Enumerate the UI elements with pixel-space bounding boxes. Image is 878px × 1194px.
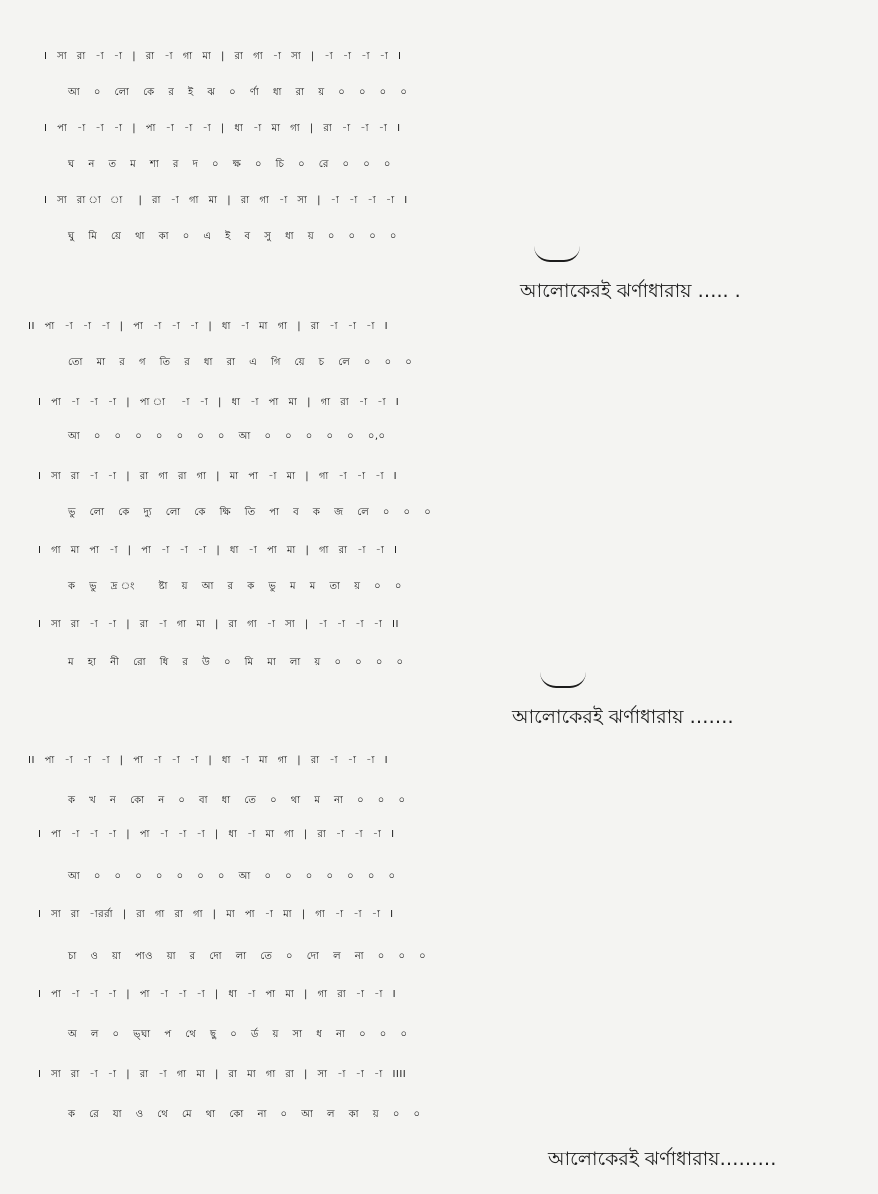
lyric-line: আ ০ লো কে র ই ঝ ০ র্ণা ধা রা য় ০ ০ ০ ০ <box>68 86 408 98</box>
lyric-line: ক রে যা ও থে মে থা কো না ০ আ ল কা য় ০ ০ <box>68 1108 421 1120</box>
notation-line: II পা -া -া -া | পা -া -া -া | ধা -া মা গা | রা -া -া -া I <box>28 754 389 766</box>
notation-line: I গা মা পা -া | পা -া -া -া | ধা -া পা মা | গা রা -া -া I <box>38 544 398 556</box>
lyric-line: ভু লো কে দ্যু লো কে ক্ষি তি পা ব ক জ লে ০ ০ ০ <box>68 506 432 518</box>
lyric-line: চা ও য়া পাও য়া র দো লা তে ০ দো ল না ০ ০ ০ <box>68 950 427 962</box>
notation-line: I পা -া -া -া | পা -া -া -া | ধা -া মা গা | রা -া -া -া I <box>44 122 401 134</box>
lyric-line: ঘ ন ত ম শা র দ ০ ক্ষ ০ চি ০ রে ০ ০ ০ <box>68 158 391 170</box>
lyric-line: ম হা নী রো ধি র উ ০ মি মা লা য় ০ ০ ০ ০ <box>68 656 404 668</box>
notation-line: I পা -া -া -া | পা -া -া -া | ধা -া মা গা | রা -া -া -া I <box>38 828 395 840</box>
notation-line: II পা -া -া -া | পা -া -া -া | ধা -া মা গা | রা -া -া -া I <box>28 320 389 332</box>
lyric-line: আ ০ ০ ০ ০ ০ ০ ০ আ ০ ০ ০ ০ ০ ০ ০ <box>68 870 396 882</box>
refrain-line: আলোকেরই ঝর্ণাধারায় ….. . <box>520 280 741 302</box>
notation-line: I পা -া -া -া | পা -া -া -া | ধা -া পা মা | গা রা -া -া I <box>38 988 397 1000</box>
lyric-line: ঘু মি য়ে থা কা ০ এ ই ব সু ধা য় ০ ০ ০ ০ <box>68 230 397 242</box>
notation-line: I সা রা -া -া | রা -া গা মা | রা গা -া সা | -া -া -া -া I <box>44 50 402 62</box>
lyric-line: ক খ ন কো ন ০ বা ধা তে ০ থা ম না ০ ০ ০ <box>68 794 406 806</box>
lyric-line: আ ০ ০ ০ ০ ০ ০ ০ আ ০ ০ ০ ০ ০ ০,০ <box>68 430 386 442</box>
notation-line: I সা রা -া -া | রা -া গা মা | রা গা -া সা | -া -া -া -া II <box>38 618 399 630</box>
notation-line: I সা রা -া -া | রা গা রা গা | মা পা -া মা | গা -া -া -া I <box>38 470 398 482</box>
slur-mark <box>534 246 580 262</box>
lyric-line: অ ল ০ ভ্‌ঘা প থে ছু ০ র্ড য় সা ধ না ০ ০ ০ <box>68 1028 408 1040</box>
lyric-line: ক ভু দ্র ং ষ্টা য় আ র ক ভু ম ম তা য় ০ ০ <box>68 580 402 592</box>
refrain-line: আলোকেরই ঝর্ণাধারায়……… <box>548 1148 777 1170</box>
notation-line: I পা -া -া -া | পা া -া -া | ধা -া পা মা | গা রা -া -া I <box>38 396 400 408</box>
notation-line: I সা রা া া | রা -া গা মা | রা গা -া সা | -া -া -া -া I <box>44 194 408 206</box>
notation-line: I সা রা -ারর্রা | রা গা রা গা | মা পা -া মা | গা -া -া -া I <box>38 908 394 920</box>
refrain-line: আলোকেরই ঝর্ণাধারায় ……. <box>512 706 734 728</box>
lyric-line: তো মা র গ তি র ধা রা এ গি য়ে চ লে ০ ০ ০ <box>68 356 413 368</box>
slur-mark <box>540 672 586 688</box>
notation-line: I সা রা -া -া | রা -া গা মা | রা মা গা রা | সা -া -া -া IIII <box>38 1068 407 1080</box>
